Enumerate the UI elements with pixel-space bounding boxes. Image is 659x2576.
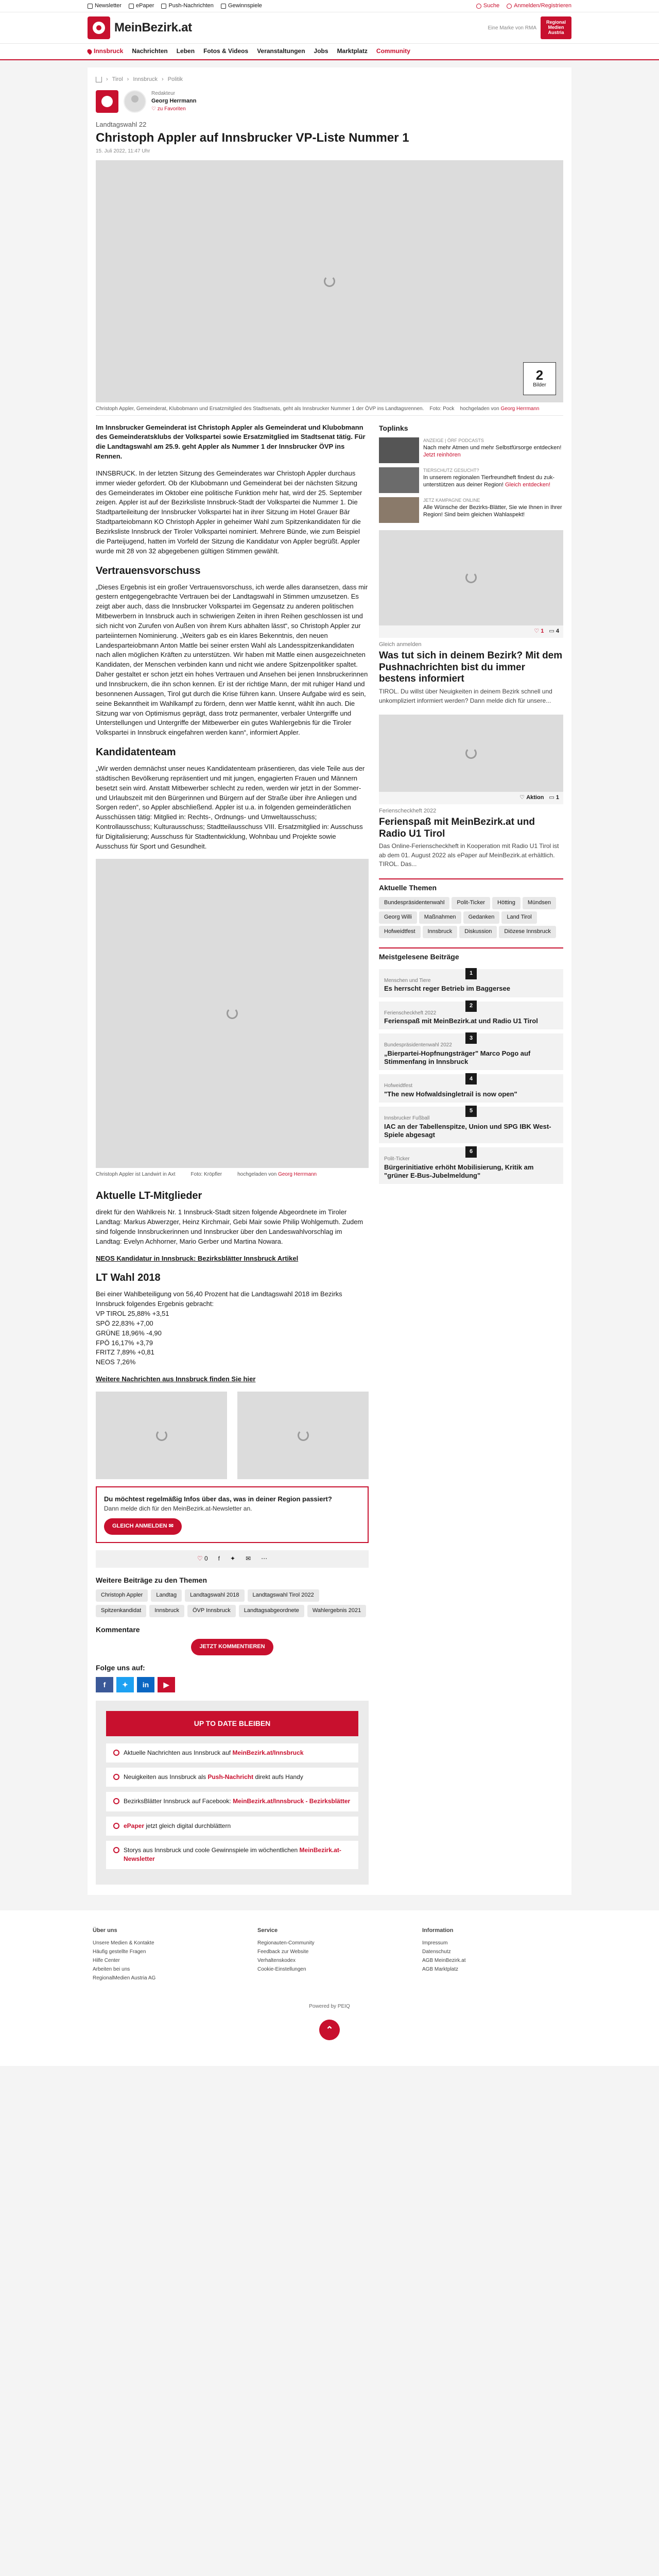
result-row: FPÖ 16,17% +3,79: [96, 1338, 153, 1347]
footer-title: Information: [422, 1927, 454, 1934]
more-share-icon[interactable]: ⋯: [261, 1555, 268, 1563]
topic-tag[interactable]: Georg Willi: [379, 911, 417, 924]
facebook-share-icon[interactable]: f: [218, 1555, 220, 1563]
loading-spinner-icon: [227, 1008, 238, 1019]
most-read-item[interactable]: 3 Bundespräsidentenwahl 2022 „Bierpartei-Hopfnungsträger" Marco Pogo auf Stimmenfang in Innsbruck: [379, 1033, 563, 1070]
bullet-icon: [113, 1823, 119, 1829]
twitter-share-icon[interactable]: ✦: [230, 1555, 236, 1563]
heart-icon: ♡: [197, 1555, 203, 1563]
sidebar-card-push[interactable]: ♡ 1 ▭ 4 Gleich anmelden Was tut sich in deinem Bezirk? Mit dem Pushnachrichten bist du immer bestens informiert TIROL. Du willst über Neuigkeiten in deinem Bezirk schnell und unkompliziert informiert werden? Dann melde dich für unsere...: [379, 530, 563, 705]
linkedin-icon[interactable]: in: [137, 1677, 154, 1692]
topic-tag[interactable]: Maßnahmen: [419, 911, 461, 924]
youtube-icon[interactable]: ▶: [158, 1677, 175, 1692]
neos-article-link[interactable]: NEOS Kandidatur in Innsbruck: Bezirksblätter Innsbruck Artikel: [96, 1254, 299, 1262]
action-badge: ♡ Aktion: [519, 794, 544, 801]
subheading-lt-mitglieder: Aktuelle LT-Mitglieder: [96, 1190, 202, 1202]
gallery-count-button[interactable]: 2 Bilder: [523, 362, 556, 395]
footer-link[interactable]: Impressum: [422, 1940, 448, 1946]
footer-link[interactable]: AGB MeinBezirk.at: [422, 1957, 466, 1963]
nav-leben[interactable]: Leben: [176, 47, 195, 55]
footer-link[interactable]: RegionalMedien Austria AG: [93, 1975, 156, 1981]
up-to-date-title: UP TO DATE BLEIBEN: [106, 1711, 358, 1736]
page-title: Christoph Appler auf Innsbrucker VP-Liste Nummer 1: [96, 130, 409, 145]
brand-claim: Eine Marke von RMA: [488, 25, 536, 31]
gift-icon: [221, 4, 226, 9]
footer-link[interactable]: Arbeiten bei uns: [93, 1966, 130, 1972]
search-icon: [476, 4, 481, 9]
nav-jobs[interactable]: Jobs: [314, 47, 328, 55]
author-box: [96, 90, 563, 113]
paragraph-5: Bei einer Wahlbeteiligung von 56,40 Prozent hat die Landtagswahl 2018 im Bezirks Innsbruck folgendes Ergebnis gebracht:: [96, 1290, 342, 1308]
site-footer: [0, 1910, 659, 2066]
topic-tag[interactable]: Mündsen: [523, 897, 556, 909]
chevron-up-icon: ⌃: [325, 2025, 334, 2035]
paragraph-1: INNSBRUCK. In der letzten Sitzung des Gemeinderates war Christoph Appler durchaus immer wieder gefordert. Ob der Klubobmann und Gemeinderat bei der nächsten Sitzung des Gemeinderates im Oktober eine politische Funktion mehr hat, wird der 25. September zeigen. Appler ist auf der Bezirksliste Innsbruck-Stadt der Volkspartei die Nummer 1. Die Stadtparteileitung der Innsbrucker Volkspartei hat in ihrer Sitzung im Hotel Grauer Bär Stadtparteiobmann KO Christoph Appler in geheimer Wahl zum Spitzenkandidaten für die Bezirksliste Innsbruck der Tiroler Volkspartei nominiert. Mehrere Bünde, wie zum Beispiel die Parteijugend, hatten im Vorfeld der Sitzung die Kandidatur von Appler begrüßt. Appler wurde mit 28 von 32 abgegebenen gültigen Stimmen gewählt.: [96, 469, 362, 555]
loading-spinner-icon: [324, 276, 335, 287]
up-to-date-row[interactable]: BezirksBlätter Innsbruck auf Facebook: MeinBezirk.at/Innsbruck - Bezirksblätter: [106, 1792, 358, 1811]
footer-link[interactable]: AGB Marktplatz: [422, 1966, 459, 1972]
newsletter-title: Du möchtest regelmäßig Infos über das, was in deiner Region passiert?: [104, 1495, 332, 1503]
toplink-item[interactable]: ANZEIGE | ÖRF PODCASTS Nach mehr Atmen und mehr Selbstfürsorge entdecken! Jetzt reinhören: [379, 437, 563, 463]
breadcrumb-innsbruck[interactable]: Innsbruck: [133, 76, 158, 82]
bullet-icon: [113, 1847, 119, 1853]
powered-by[interactable]: Powered by PEIQ: [309, 2003, 350, 2009]
subheading-kandidatenteam: Kandidatenteam: [96, 747, 176, 758]
author-name[interactable]: Georg Herrmann: [151, 98, 197, 105]
footer-link[interactable]: Hilfe Center: [93, 1957, 120, 1963]
sidebar: [379, 423, 563, 1885]
tag-link[interactable]: Landtag: [151, 1589, 182, 1602]
current-topics: Aktuelle Themen Bundespräsidentenwahl Polit-Ticker Hötting Mündsen Georg Willi Maßnahmen Gedanken Land Tirol Hofweidtfest Innsbruck Diskussion Diözese Innsbruck: [379, 878, 563, 938]
article-lead: Im Innsbrucker Gemeinderat ist Christoph Appler als Gemeinderat und Klubobmann des Gemeinderatsklubs der Volkspartei sowie Ersatzmitglied im Stadtsenat tätig. Für die Landtagswahl am 25.9. geht Appler als Nummer 1 der Innsbrucker ÖVP ins Rennen.: [96, 423, 366, 461]
related-image-2[interactable]: [237, 1392, 369, 1479]
related-images: [96, 1392, 369, 1479]
footer-link[interactable]: Unsere Medien & Kontakte: [93, 1940, 154, 1946]
like-count[interactable]: ♡ 1: [534, 628, 544, 634]
article-kicker: Landtagswahl 22: [96, 120, 147, 128]
topic-tag[interactable]: Hötting: [492, 897, 521, 909]
result-row: NEOS 7,26%: [96, 1358, 136, 1366]
toplink-thumbnail: [379, 467, 419, 493]
location-pin-icon: [86, 48, 93, 55]
loading-spinner-icon: [298, 1430, 309, 1441]
article-page: [88, 67, 571, 1895]
result-row: SPÖ 22,83% +7,00: [96, 1319, 153, 1327]
topic-tag[interactable]: Bundespräsidentenwahl: [379, 897, 449, 909]
up-to-date-row[interactable]: ePaper jetzt gleich digital durchblättern: [106, 1817, 358, 1836]
topic-tag[interactable]: Polit-Ticker: [452, 897, 490, 909]
gewinnspiele-link[interactable]: Gewinnspiele: [221, 2, 262, 10]
paper-icon: [129, 4, 134, 9]
most-read-item[interactable]: 5 Innsbrucker Fußball IAC an der Tabellenspitze, Union und SPG IBK West-Spiele abgesagt: [379, 1107, 563, 1143]
nav-marktplatz[interactable]: Marktplatz: [337, 47, 368, 55]
add-favorite-button[interactable]: ♡ zu Favoriten: [151, 106, 186, 112]
comment-button[interactable]: JETZT KOMMENTIEREN: [191, 1639, 273, 1655]
caption-author-link[interactable]: Georg Herrmann: [500, 406, 540, 412]
article-date: 15. Juli 2022, 11:47 Uhr: [96, 148, 150, 154]
comment-count[interactable]: ▭ 4: [549, 628, 559, 634]
more-news-link[interactable]: Weitere Nachrichten aus Innsbruck finden Sie hier: [96, 1375, 256, 1383]
push-link[interactable]: Push-Nachrichten: [161, 2, 213, 10]
nav-fotos-videos[interactable]: Fotos & Videos: [203, 47, 249, 55]
footer-link[interactable]: Datenschutz: [422, 1948, 451, 1955]
newsletter-sub: Dann melde dich für den MeinBezirk.at-Newsletter an.: [104, 1504, 252, 1512]
toplinks-title: Toplinks: [379, 423, 408, 432]
site-header: [0, 12, 659, 44]
toplink-item[interactable]: JETZ KAMPAGNE ONLINE Alle Wünsche der Bezirks-Blätter, Sie wie Ihnen in Ihrer Region! Sind beim gleichen Wahlaspekt!: [379, 497, 563, 523]
user-icon: [507, 4, 512, 9]
article-actions: [96, 1550, 369, 1567]
inline-caption: Christoph Appler ist Landwirt in Axt Foto: Kröpfler hochgeladen von Georg Herrmann: [96, 1171, 317, 1177]
logo-text: MeinBezirk.at: [114, 20, 192, 35]
tag-link[interactable]: Landtagsabgeordnete: [239, 1605, 304, 1617]
bell-icon: [161, 4, 166, 9]
result-row: VP TIROL 25,88% +3,51: [96, 1310, 169, 1318]
tag-link[interactable]: Innsbruck: [149, 1605, 184, 1617]
footer-link[interactable]: Feedback zur Website: [257, 1948, 309, 1955]
comments-title: Kommentare: [96, 1625, 140, 1634]
toplink-item[interactable]: TIERSCHUTZ GESUCHT? In unserem regionalen Tierfreundheft findest du zuk- unterstützen aus deiner Region! Gleich entdecken!: [379, 467, 563, 493]
tag-link[interactable]: Wahlergebnis 2021: [307, 1605, 366, 1617]
epaper-link[interactable]: ePaper: [129, 2, 154, 10]
top-utility-bar: [0, 0, 659, 12]
result-row: GRÜNE 18,96% -4,90: [96, 1329, 162, 1337]
related-image-1[interactable]: [96, 1392, 227, 1479]
topic-tag[interactable]: Diskussion: [459, 926, 497, 938]
breadcrumb: › Tirol › Innsbruck › Politik: [96, 76, 563, 84]
comment-count[interactable]: ▭ 1: [549, 794, 559, 801]
tag-link[interactable]: ÖVP Innsbruck: [187, 1605, 236, 1617]
subheading-vertrauensvorschuss: Vertrauensvorschuss: [96, 565, 201, 577]
up-to-date-row[interactable]: Aktuelle Nachrichten aus Innsbruck auf MeinBezirk.at/Innsbruck: [106, 1743, 358, 1762]
bullet-icon: [113, 1750, 119, 1756]
breadcrumb-tirol[interactable]: Tirol: [112, 76, 123, 82]
most-read: Meistgelesene Beiträge 1 Menschen und Tiere Es herrscht reger Betrieb im Baggersee 2 Ferienscheckheft 2022 Ferienspaß mit MeinBezirk.at und Radio U1 Tirol 3 Bundespräsidentenwahl 2022 „Bierpartei-Hopfnungsträger" Marco Pogo auf Stimmenfang in Innsbruck 4 Hofweidtfest "The new Hofwaldsingletrail is now open" 5 Innsbrucker Fußball IAC an der Tabellenspitze, Union und SPG IBK West-Spiele abgesagt 6 Polit-Ticker Bürgerinitiative erhöht Mobilisierung, Kritik am "grüner E-Bus-Jubelmeldung": [379, 947, 563, 1184]
caption2-author-link[interactable]: Georg Herrmann: [278, 1171, 317, 1177]
footer-link[interactable]: Regionauten-Community: [257, 1940, 315, 1946]
tag-link[interactable]: Spitzenkandidat: [96, 1605, 146, 1617]
loading-spinner-icon: [465, 748, 477, 759]
footer-link[interactable]: Häufig gestellte Fragen: [93, 1948, 146, 1955]
tag-link[interactable]: Christoph Appler: [96, 1589, 148, 1602]
most-read-item[interactable]: 4 Hofweidtfest "The new Hofwaldsingletrail is now open": [379, 1074, 563, 1103]
article-body: [96, 423, 369, 1885]
topic-tag[interactable]: Hofweidtfest: [379, 926, 421, 938]
logo-mark-icon: [88, 16, 110, 39]
paragraph-3: „Wir werden demnächst unser neues Kandidatenteam präsentieren, das viele Teile aus der städtischen Bevölkerung repräsentiert und mit jungen, engagierten Frauen und Männern besetzt sein wird. Anstatt Mitbewerber schlecht zu reden, werden wir jetzt in der Sommer- und Urlaubszeit mit den Bürgerinnen und Bürgern auf der Straße über ihre Anliegen und Sorgen reden“, so Appler abschließend. Appler ist u.a. in folgenden gemeinderätlichen Ausschüssen tätig: Mitglied in: Rechts-, Ordnungs- und Umweltausschuss; Kontrollausschuss; Kulturausschuss; Stadtteilausschuss VIII. Ersatzmitglied in: Ausschuss für Digitalisierung; Ausschuss für Stadtentwicklung, Wohnbau und Projekte sowie Ausschuss für Sport und Gesundheit.: [96, 765, 365, 850]
rma-logo[interactable]: Regional Medien Austria: [541, 16, 571, 39]
results-list: [96, 1309, 369, 1367]
nav-community[interactable]: Community: [376, 47, 410, 55]
follow-title: Folge uns auf:: [96, 1663, 145, 1672]
tag-link[interactable]: Landtagswahl Tirol 2022: [248, 1589, 319, 1602]
footer-title: Service: [257, 1927, 278, 1934]
author-role: Redakteur: [151, 91, 176, 97]
publisher-logo-icon: [96, 90, 118, 113]
toplinks-list: [379, 437, 563, 523]
newsletter-box: [96, 1486, 369, 1543]
loading-spinner-icon: [465, 572, 477, 583]
result-row: FRITZ 7,89% +0,81: [96, 1348, 154, 1357]
card-image: [379, 530, 563, 625]
newsletter-link[interactable]: Newsletter: [88, 2, 122, 10]
most-read-item[interactable]: 1 Menschen und Tiere Es herrscht reger Betrieb im Baggersee: [379, 969, 563, 997]
up-to-date-box: [96, 1701, 369, 1885]
sidebar-card-ferien[interactable]: ♡ Aktion ▭ 1 Ferienscheckheft 2022 Ferienspaß mit MeinBezirk.at und Radio U1 Tirol Das Online-Ferienscheckheft in Kooperation mit Radio U1 Tirol ist ab dem 01. August 2022 als ePaper auf MeinBezirk.at erhältlich. TIROL. Das...: [379, 715, 563, 869]
topic-tag[interactable]: Diözese Innsbruck: [499, 926, 556, 938]
loading-spinner-icon: [156, 1430, 167, 1441]
avatar[interactable]: [124, 90, 146, 113]
mail-icon: [88, 4, 93, 9]
hero-caption: Christoph Appler, Gemeinderat, Klubobmann und Ersatzmitglied des Stadtsenats, geht als Innsbrucker Nummer 1 der ÖVP ins Landtagsrennen. Foto: Pock hochgeladen von Georg Herrmann: [96, 402, 563, 416]
email-share-icon[interactable]: ✉: [246, 1555, 251, 1563]
topic-tag[interactable]: Land Tirol: [501, 911, 536, 924]
search-link[interactable]: Suche: [476, 2, 499, 10]
subheading-lt-wahl-2018: LT Wahl 2018: [96, 1272, 161, 1284]
twitter-icon[interactable]: ✦: [116, 1677, 134, 1692]
login-link[interactable]: Anmelden/Registrieren: [507, 2, 571, 10]
bullet-icon: [113, 1798, 119, 1804]
toplink-thumbnail: [379, 497, 419, 523]
home-icon[interactable]: [96, 77, 102, 82]
paragraph-4: direkt für den Wahlkreis Nr. 1 Innsbruck-Stadt sitzen folgende Abgeordnete im Tiroler Landtag: Markus Abwerzger, Heinz Kirchmair, Gebi Mair sowie Philip Wohlgemuth. Zudem sind folgende Innsbruckerinnen und Innsbrucker über den Landeswahlvorschlag im Landtag: Evelyn Achhorner, Mario Gerber und Martina Nowara.: [96, 1208, 363, 1245]
tag-link[interactable]: Landtagswahl 2018: [185, 1589, 244, 1602]
up-to-date-row[interactable]: Neuigkeiten aus Innsbruck als Push-Nachricht direkt aufs Handy: [106, 1768, 358, 1787]
footer-link[interactable]: Verhaltenskodex: [257, 1957, 296, 1963]
inline-image[interactable]: [96, 859, 369, 1168]
newsletter-signup-button[interactable]: GLEICH ANMELDEN ✉: [104, 1518, 182, 1535]
footer-link[interactable]: Cookie-Einstellungen: [257, 1966, 306, 1972]
bullet-icon: [113, 1774, 119, 1780]
breadcrumb-politik[interactable]: Politik: [167, 76, 183, 82]
up-to-date-row[interactable]: Storys aus Innsbruck und coole Gewinnspiele im wöchentlichen MeinBezirk.at-Newsletter: [106, 1841, 358, 1869]
site-logo[interactable]: [88, 16, 192, 39]
footer-title: Über uns: [93, 1927, 117, 1934]
paragraph-2: „Dieses Ergebnis ist ein großer Vertrauensvorschuss, ich werde alles daransetzen, dass mir gestern entgegengebrachte Vertrauen bei der Landtagswahl in Stimmen umzusetzen. Es zeigt aber auch, dass die Innsbrucker Volkspartei im Gegensatz zu anderen politischen Mitbewerbern in Innsbruck auch in schwierigen Zeiten in ihren Reihen geschlossen ist und sich nicht von Zurufen von Außen von ihrem Kurs abhalten lässt“, so Christoph Appler zur parteiinternen Nominierung. „Weiters gab es ein klares Bekenntnis, den neuen Landesparteiobmann Anton Mattle bei seiner ersten Wahl als Landesspitzenkandidaten nach allen möglichen Kräften zu unterstützen. Wir haben mit Mattle einen ausgezeichneten Kandidaten, der Menschen verbinden kann und nicht wie andere Spitzenpolitiker spaltet. Daher gestaltet er schon jetzt ein hohes Vertrauen und Ansehen bei jenen Innsbruckerinnen und Innsbruckern, die ihn schon kennen. Er ist der richtige Mann, der mit ruhiger Hand und besonnenen Aussagen, Tirol gut durch die Krise führen kann. Unsere Aufgabe wird es sein, seine Bekanntheit im Wahlkampf zu fördern, denn wer Mattle kennt, wählt ihn auch. Die Sitzung war von Optimismus geprägt, dass trotz permanenter, verbaler Untergriffe und Unterstellungen und Untergriffe der Mitbewerber ein gutes Wahlergebnis für die Tiroler Volkspartei in Innsbruck eingefahren werden kann“, informiert Appler.: [96, 583, 368, 737]
topic-tag[interactable]: Innsbruck: [423, 926, 458, 938]
card-image: [379, 715, 563, 792]
scroll-to-top-button[interactable]: [319, 2020, 340, 2040]
most-read-item[interactable]: 6 Polit-Ticker Bürgerinitiative erhöht Mobilisierung, Kritik am "grüner E-Bus-Jubelmeldung": [379, 1147, 563, 1184]
toplink-thumbnail: [379, 437, 419, 463]
hero-image[interactable]: [96, 160, 563, 402]
social-follow: [96, 1677, 369, 1692]
more-topics-title: Weitere Beiträge zu den Themen: [96, 1575, 207, 1584]
article-tags: [96, 1589, 369, 1617]
main-nav: [0, 44, 659, 60]
nav-nachrichten[interactable]: Nachrichten: [132, 47, 168, 55]
topic-tag[interactable]: Gedanken: [463, 911, 500, 924]
nav-veranstaltungen[interactable]: Veranstaltungen: [257, 47, 305, 55]
like-button[interactable]: ♡ 0: [197, 1555, 208, 1563]
location-selector[interactable]: Innsbruck: [88, 47, 123, 56]
facebook-icon[interactable]: f: [96, 1677, 113, 1692]
most-read-item[interactable]: 2 Ferienscheckheft 2022 Ferienspaß mit MeinBezirk.at und Radio U1 Tirol: [379, 1002, 563, 1030]
